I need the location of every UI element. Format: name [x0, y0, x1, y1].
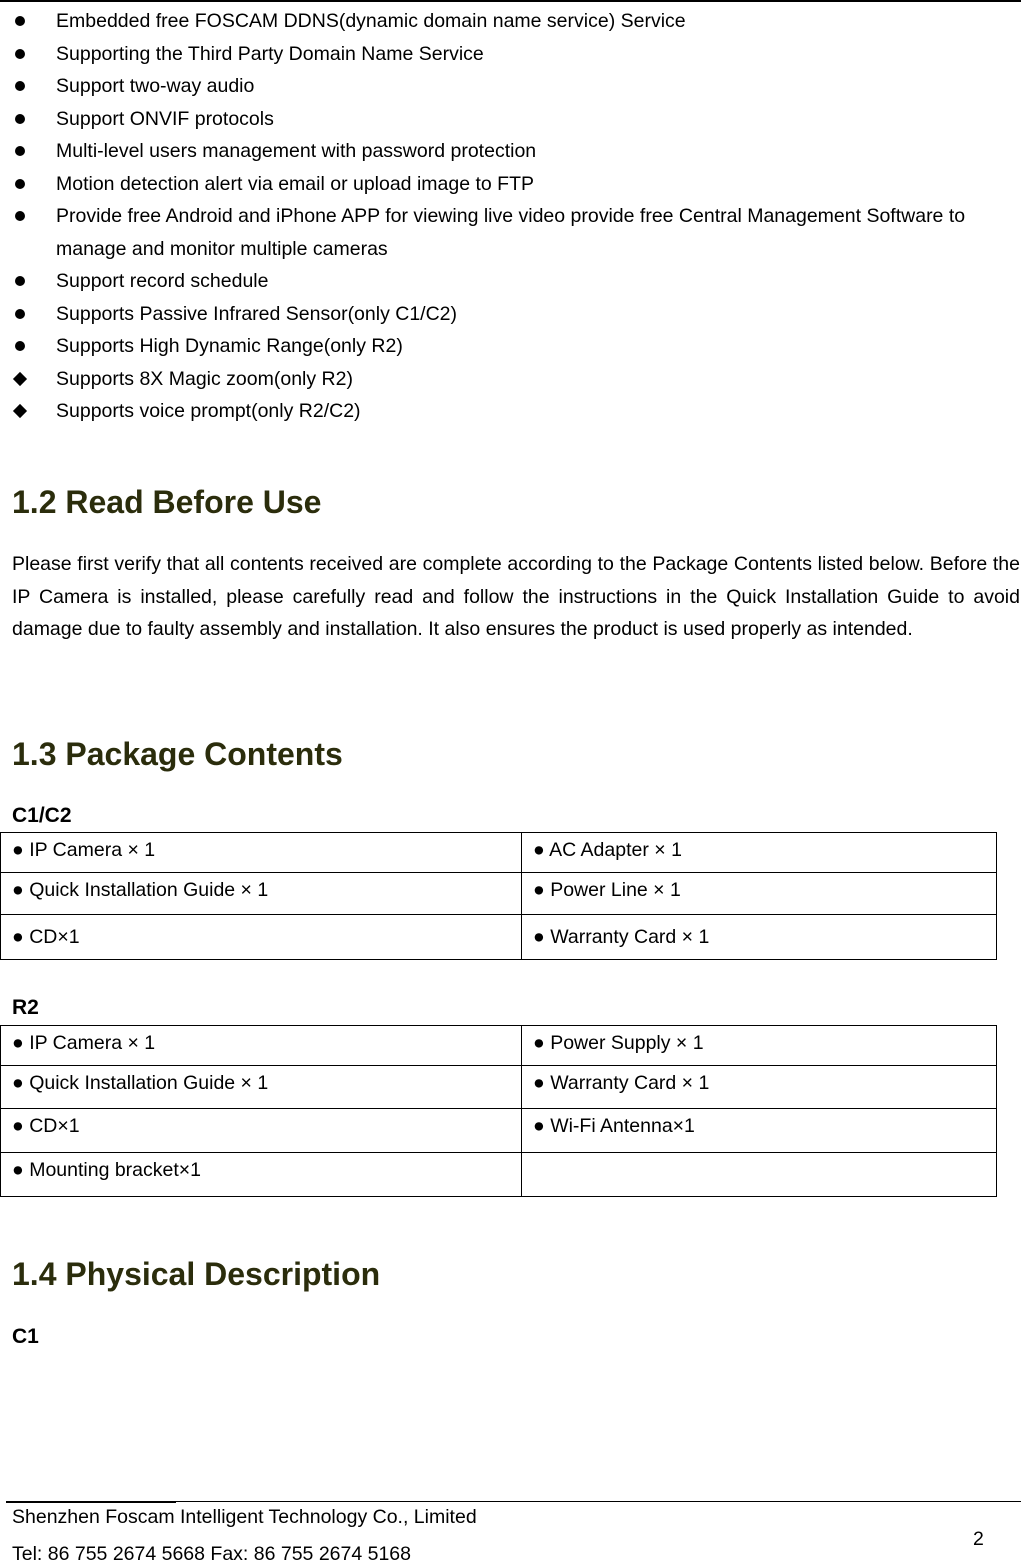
list-item [0, 168, 1021, 201]
c1-label: C1 [12, 1325, 39, 1348]
round-bullet-icon [12, 70, 28, 103]
table-cell: ● Warranty Card × 1 [522, 1066, 997, 1109]
list-item-text: Support two-way audio [56, 75, 255, 97]
list-item [0, 5, 1021, 38]
round-bullet-icon [12, 298, 28, 331]
feature-list [0, 5, 1021, 428]
list-item-text: Supports 8X Magic zoom(only R2) [56, 367, 353, 390]
round-bullet-icon [12, 103, 28, 136]
list-item [0, 135, 1021, 168]
list-item [0, 200, 1021, 265]
round-bullet-icon [12, 5, 28, 38]
r2-label: R2 [12, 996, 39, 1019]
table-cell: ● Quick Installation Guide × 1 [1, 1066, 522, 1109]
list-item-text: Motion detection alert via email or upload image to FTP [56, 172, 534, 195]
list-item-text: Multi-level users management with password protection [56, 140, 537, 162]
table-cell: ● CD×1 [1, 1109, 522, 1153]
footer-company: Shenzhen Foscam Intelligent Technology Co., Limited [12, 1506, 477, 1528]
c1c2-package-table [0, 832, 997, 960]
footer-contact: Tel: 86 755 2674 5668 Fax: 86 755 2674 5168 [12, 1543, 411, 1565]
list-item [0, 298, 1021, 331]
table-row [1, 1026, 997, 1066]
table-cell: ● Wi-Fi Antenna×1 [522, 1109, 997, 1153]
table-row [1, 873, 997, 915]
diamond-bullet-icon [12, 363, 28, 396]
top-rule [0, 0, 1021, 2]
table-cell [522, 1153, 997, 1197]
round-bullet-icon [12, 135, 28, 168]
list-item-text: Supports High Dynamic Range(only R2) [56, 335, 403, 357]
table-cell: ● Power Supply × 1 [522, 1026, 997, 1066]
round-bullet-icon [12, 200, 28, 233]
heading-package-contents: 1.3 Package Contents [12, 736, 343, 772]
list-item-text: Embedded free FOSCAM DDNS(dynamic domain name service) Service [56, 10, 686, 32]
read-before-use-paragraph: Please first verify that all contents received are complete according to the Package Contents listed below. Before the IP Camera is installed, please carefully read and follow the instructions in the Quick Installation Guide to avoid damage due to faulty assembly and installation. It also ensures the product is used properly as intended. [12, 553, 1020, 640]
table-row [1, 833, 997, 873]
round-bullet-icon [12, 168, 28, 201]
heading-read-before-use: 1.2 Read Before Use [12, 484, 322, 520]
page-number: 2 [973, 1528, 984, 1550]
diamond-bullet-icon [12, 395, 28, 428]
table-cell: ● Mounting bracket×1 [1, 1153, 522, 1197]
table-row [1, 1066, 997, 1109]
table-row [1, 1153, 997, 1197]
c1c2-label: C1/C2 [12, 804, 72, 827]
list-item-text: Provide free Android and iPhone APP for viewing live video provide free Central Management Software to manage and monitor multiple cameras [56, 205, 966, 260]
list-item [0, 330, 1021, 363]
round-bullet-icon [12, 265, 28, 298]
table-cell: ● Quick Installation Guide × 1 [1, 873, 522, 915]
r2-package-table [0, 1025, 997, 1197]
list-item [0, 265, 1021, 298]
list-item-text: Supporting the Third Party Domain Name Service [56, 42, 484, 65]
table-cell: ● CD×1 [1, 915, 522, 960]
table-cell: ● Warranty Card × 1 [522, 915, 997, 960]
table-cell: ● IP Camera × 1 [1, 1026, 522, 1066]
list-item-text: Supports voice prompt(only R2/C2) [56, 400, 361, 422]
table-row [1, 915, 997, 960]
list-item-text: Support record schedule [56, 270, 269, 292]
list-item [0, 395, 1021, 428]
table-row [1, 1109, 997, 1153]
list-item [0, 363, 1021, 396]
table-cell: ● Power Line × 1 [522, 873, 997, 915]
table-cell: ● IP Camera × 1 [1, 833, 522, 873]
table-cell: ● AC Adapter × 1 [522, 833, 997, 873]
list-item-text: Support ONVIF protocols [56, 107, 274, 130]
round-bullet-icon [12, 38, 28, 71]
list-item-text: Supports Passive Infrared Sensor(only C1/C2) [56, 302, 458, 325]
round-bullet-icon [12, 330, 28, 363]
heading-physical-description: 1.4 Physical Description [12, 1256, 381, 1292]
list-item [0, 38, 1021, 71]
list-item [0, 70, 1021, 103]
footer-rule [6, 1501, 1021, 1502]
list-item [0, 103, 1021, 136]
